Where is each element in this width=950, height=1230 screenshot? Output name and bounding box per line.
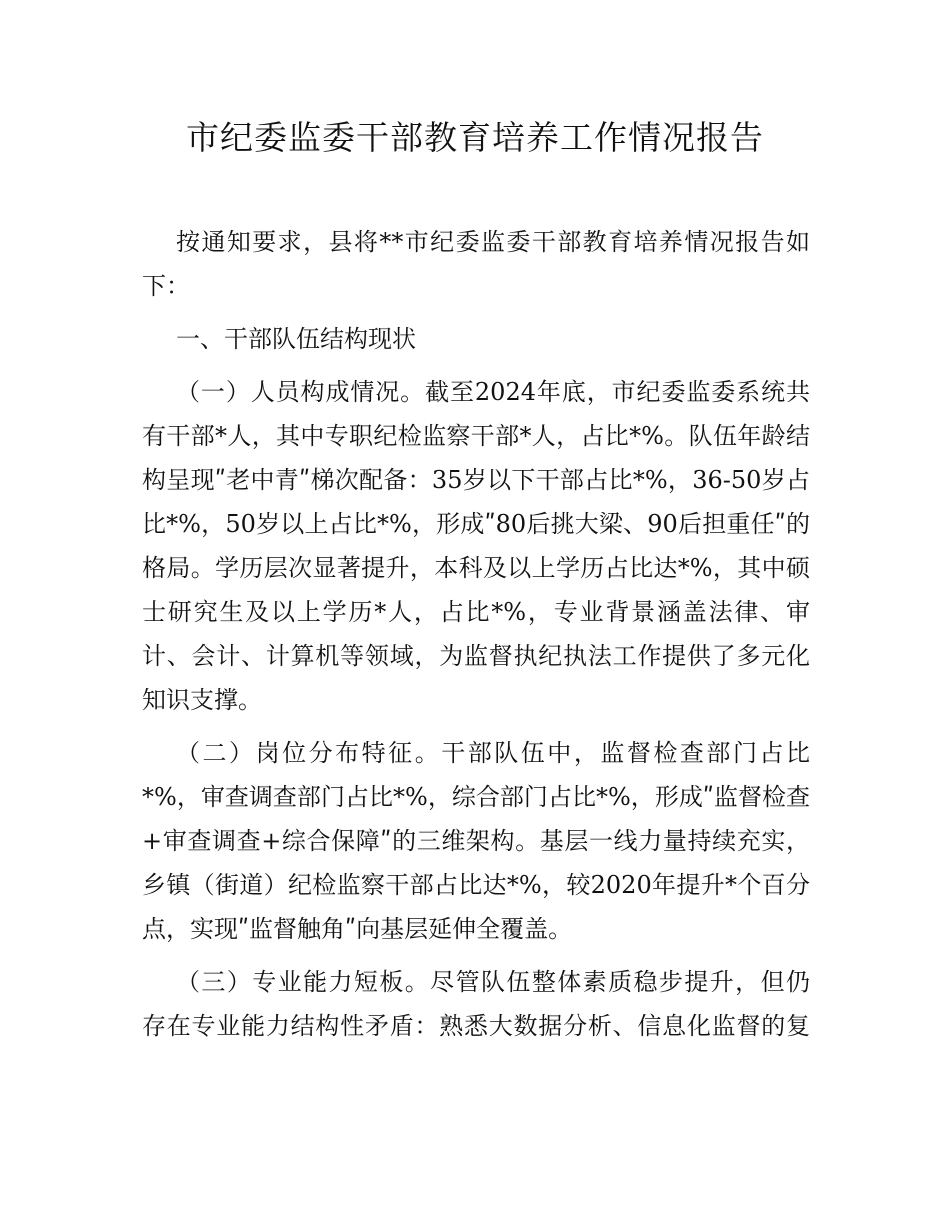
text-line: （二）岗位分布特征。干部队伍中，监督检查部门占比: [176, 739, 810, 767]
text-line: *%，审查调查部门占比*%，综合部门占比*%，形成ʺ监督检查: [142, 783, 810, 811]
text-line: 计、会计、计算机等领域，为监督执纪执法工作提供了多元化: [142, 642, 810, 670]
text-line: 有干部*人，其中专职纪检监察干部*人，占比*%。队伍年龄结: [142, 422, 810, 450]
text-line: （三）专业能力短板。尽管队伍整体素质稳步提升，但仍: [176, 968, 810, 996]
text-line: 点，实现ʺ监督触角ʺ向基层延伸全覆盖。: [142, 915, 573, 943]
text-line: 构呈现ʺ老中青ʺ梯次配备：35岁以下干部占比*%，36-50岁占: [142, 466, 810, 494]
text-line: 存在专业能力结构性矛盾：熟悉大数据分析、信息化监督的复: [142, 1012, 810, 1040]
document-title: 市纪委监委干部教育培养工作情况报告: [186, 118, 764, 157]
paragraph-personnel: [142, 370, 810, 722]
text-line: 士研究生及以上学历*人，占比*%，专业背景涵盖法律、审: [142, 598, 810, 626]
text-line: 知识支撑。: [142, 686, 262, 714]
document-body: [142, 220, 810, 1057]
text-line: +审查调查+综合保障ʺ的三维架构。基层一线力量持续充实，: [142, 827, 810, 855]
text-line: 格局。学历层次显著提升，本科及以上学历占比达*%，其中硕: [142, 554, 810, 582]
intro-paragraph: [142, 220, 810, 308]
section-heading: [142, 317, 810, 361]
text-line: 比*%，50岁以上占比*%，形成ʺ80后挑大梁、90后担重任ʺ的: [142, 510, 810, 538]
text-line: 下：: [142, 272, 190, 300]
paragraph-skills: [142, 960, 810, 1048]
paragraph-positions: [142, 731, 810, 951]
text-line: 按通知要求，县将**市纪委监委干部教育培养情况报告如: [176, 228, 810, 256]
text-line: 一、干部队伍结构现状: [176, 325, 416, 353]
text-line: （一）人员构成情况。截至2024年底，市纪委监委系统共: [176, 378, 810, 406]
text-line: 乡镇（街道）纪检监察干部占比达*%，较2020年提升*个百分: [142, 871, 810, 899]
